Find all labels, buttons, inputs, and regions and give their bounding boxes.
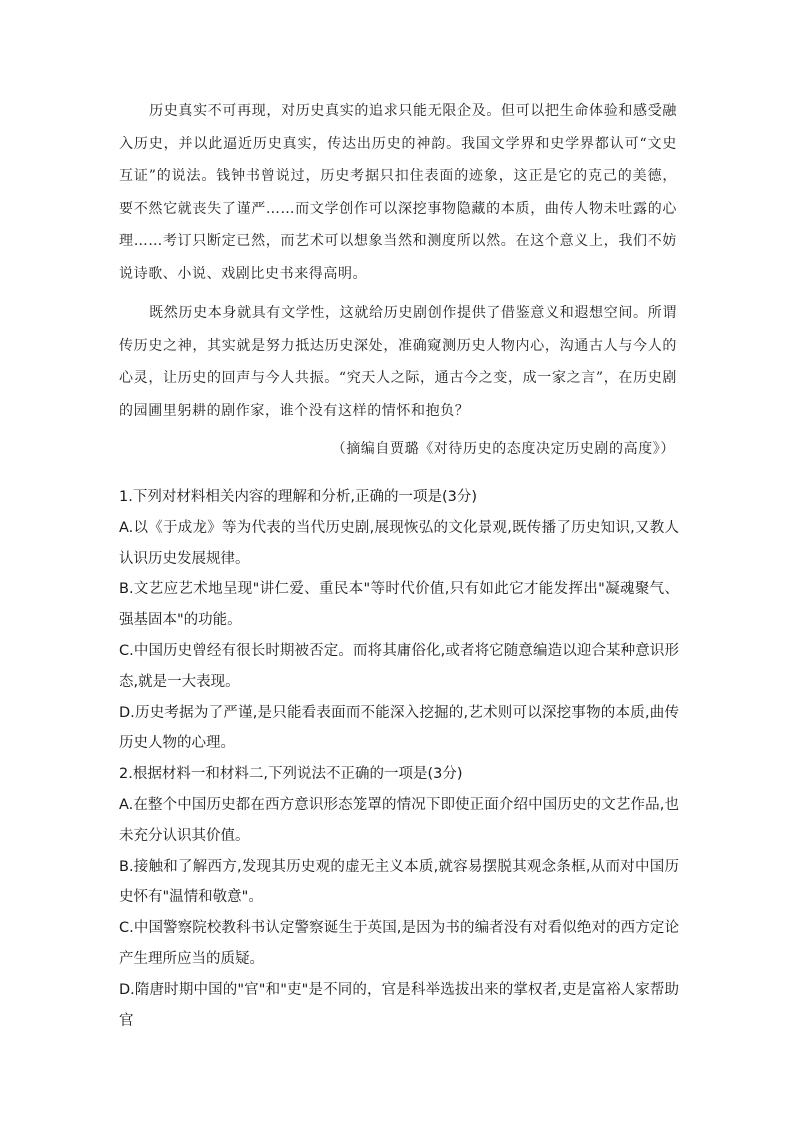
passage-paragraph-1 [119,95,677,290]
option-b: B.接触和了解西方,发现其历史观的虚无主义本质,就容易摆脱其观念条框,从而对中国历史怀有"温情和敬意"。 [119,858,679,906]
question-stem: 2.根据材料一和材料二,下列说法不正确的一项是(3分) [119,766,463,783]
paragraph-2-text: 既然历史本身就具有文学性，这就给历史剧创作提供了借鉴意义和遐想空间。所谓传历史之神，其实就是努力抵达历史深处，准确窥测历史人物内心，沟通古人与今人的心灵，让历史的回声与今人共振。“究天人之际，通古今之变，成一家之言”，在历史剧的园圃里躬耕的剧作家，谁个没有这样的情怀和抱负？ [119,305,677,419]
option-c: C.中国警察院校教科书认定警察诞生于英国,是因为书的编者没有对看似绝对的西方定论产生理所应当的质疑。 [119,920,679,967]
question-section [119,482,679,1036]
question-2 [119,759,679,1036]
passage-paragraph-2 [119,297,677,427]
passage-source: （摘编自贾璐《对待历史的态度决定历史剧的高度》） [331,441,675,457]
option-a: A.以《于成龙》等为代表的当代历史剧,展现恢弘的文化景观,既传播了历史知识,又教人认识历史发展规律。 [119,519,679,567]
option-b: B.文艺应艺术地呈现"讲仁爱、重民本"等时代价值,只有如此它才能发挥出"凝魂聚气、强基固本"的功能。 [119,581,679,629]
option-d: D.历史考据为了严谨,是只能看表面而不能深入挖掘的,艺术则可以深挖事物的本质,曲传历史人物的心理。 [119,704,679,752]
option-d: D.隋唐时期中国的"官"和"吏"是不同的，官是科举选拔出来的掌权者,吏是富裕人家帮助官 [119,981,679,1029]
paragraph-1-text: 历史真实不可再现，对历史真实的追求只能无限企及。但可以把生命体验和感受融入历史，并以此逼近历史真实，传达出历史的神韵。我国文学界和史学界都认可“文史互证”的说法。钱钟书曾说过，历史考据只扣住表面的迹象，这正是它的克己的美德，要不然它就丧失了谨严……而文学创作可以深挖事物隐藏的本质，曲传人物未吐露的心理……考订只断定已然，而艺术可以想象当然和测度所以然。在这个意义上，我们不妨说诗歌、小说、戏剧比史书来得高明。 [119,103,677,282]
question-1 [119,482,679,759]
option-a: A.在整个中国历史都在西方意识形态笼罩的情况下即使正面介绍中国历史的文艺作品,也未充分认识其价值。 [119,796,679,844]
question-stem: 1.下列对材料相关内容的理解和分析,正确的一项是(3分) [119,489,477,505]
option-c: C.中国历史曾经有很长时期被否定。而将其庸俗化,或者将它随意编造以迎合某种意识形态,就是一大表现。 [119,642,679,690]
